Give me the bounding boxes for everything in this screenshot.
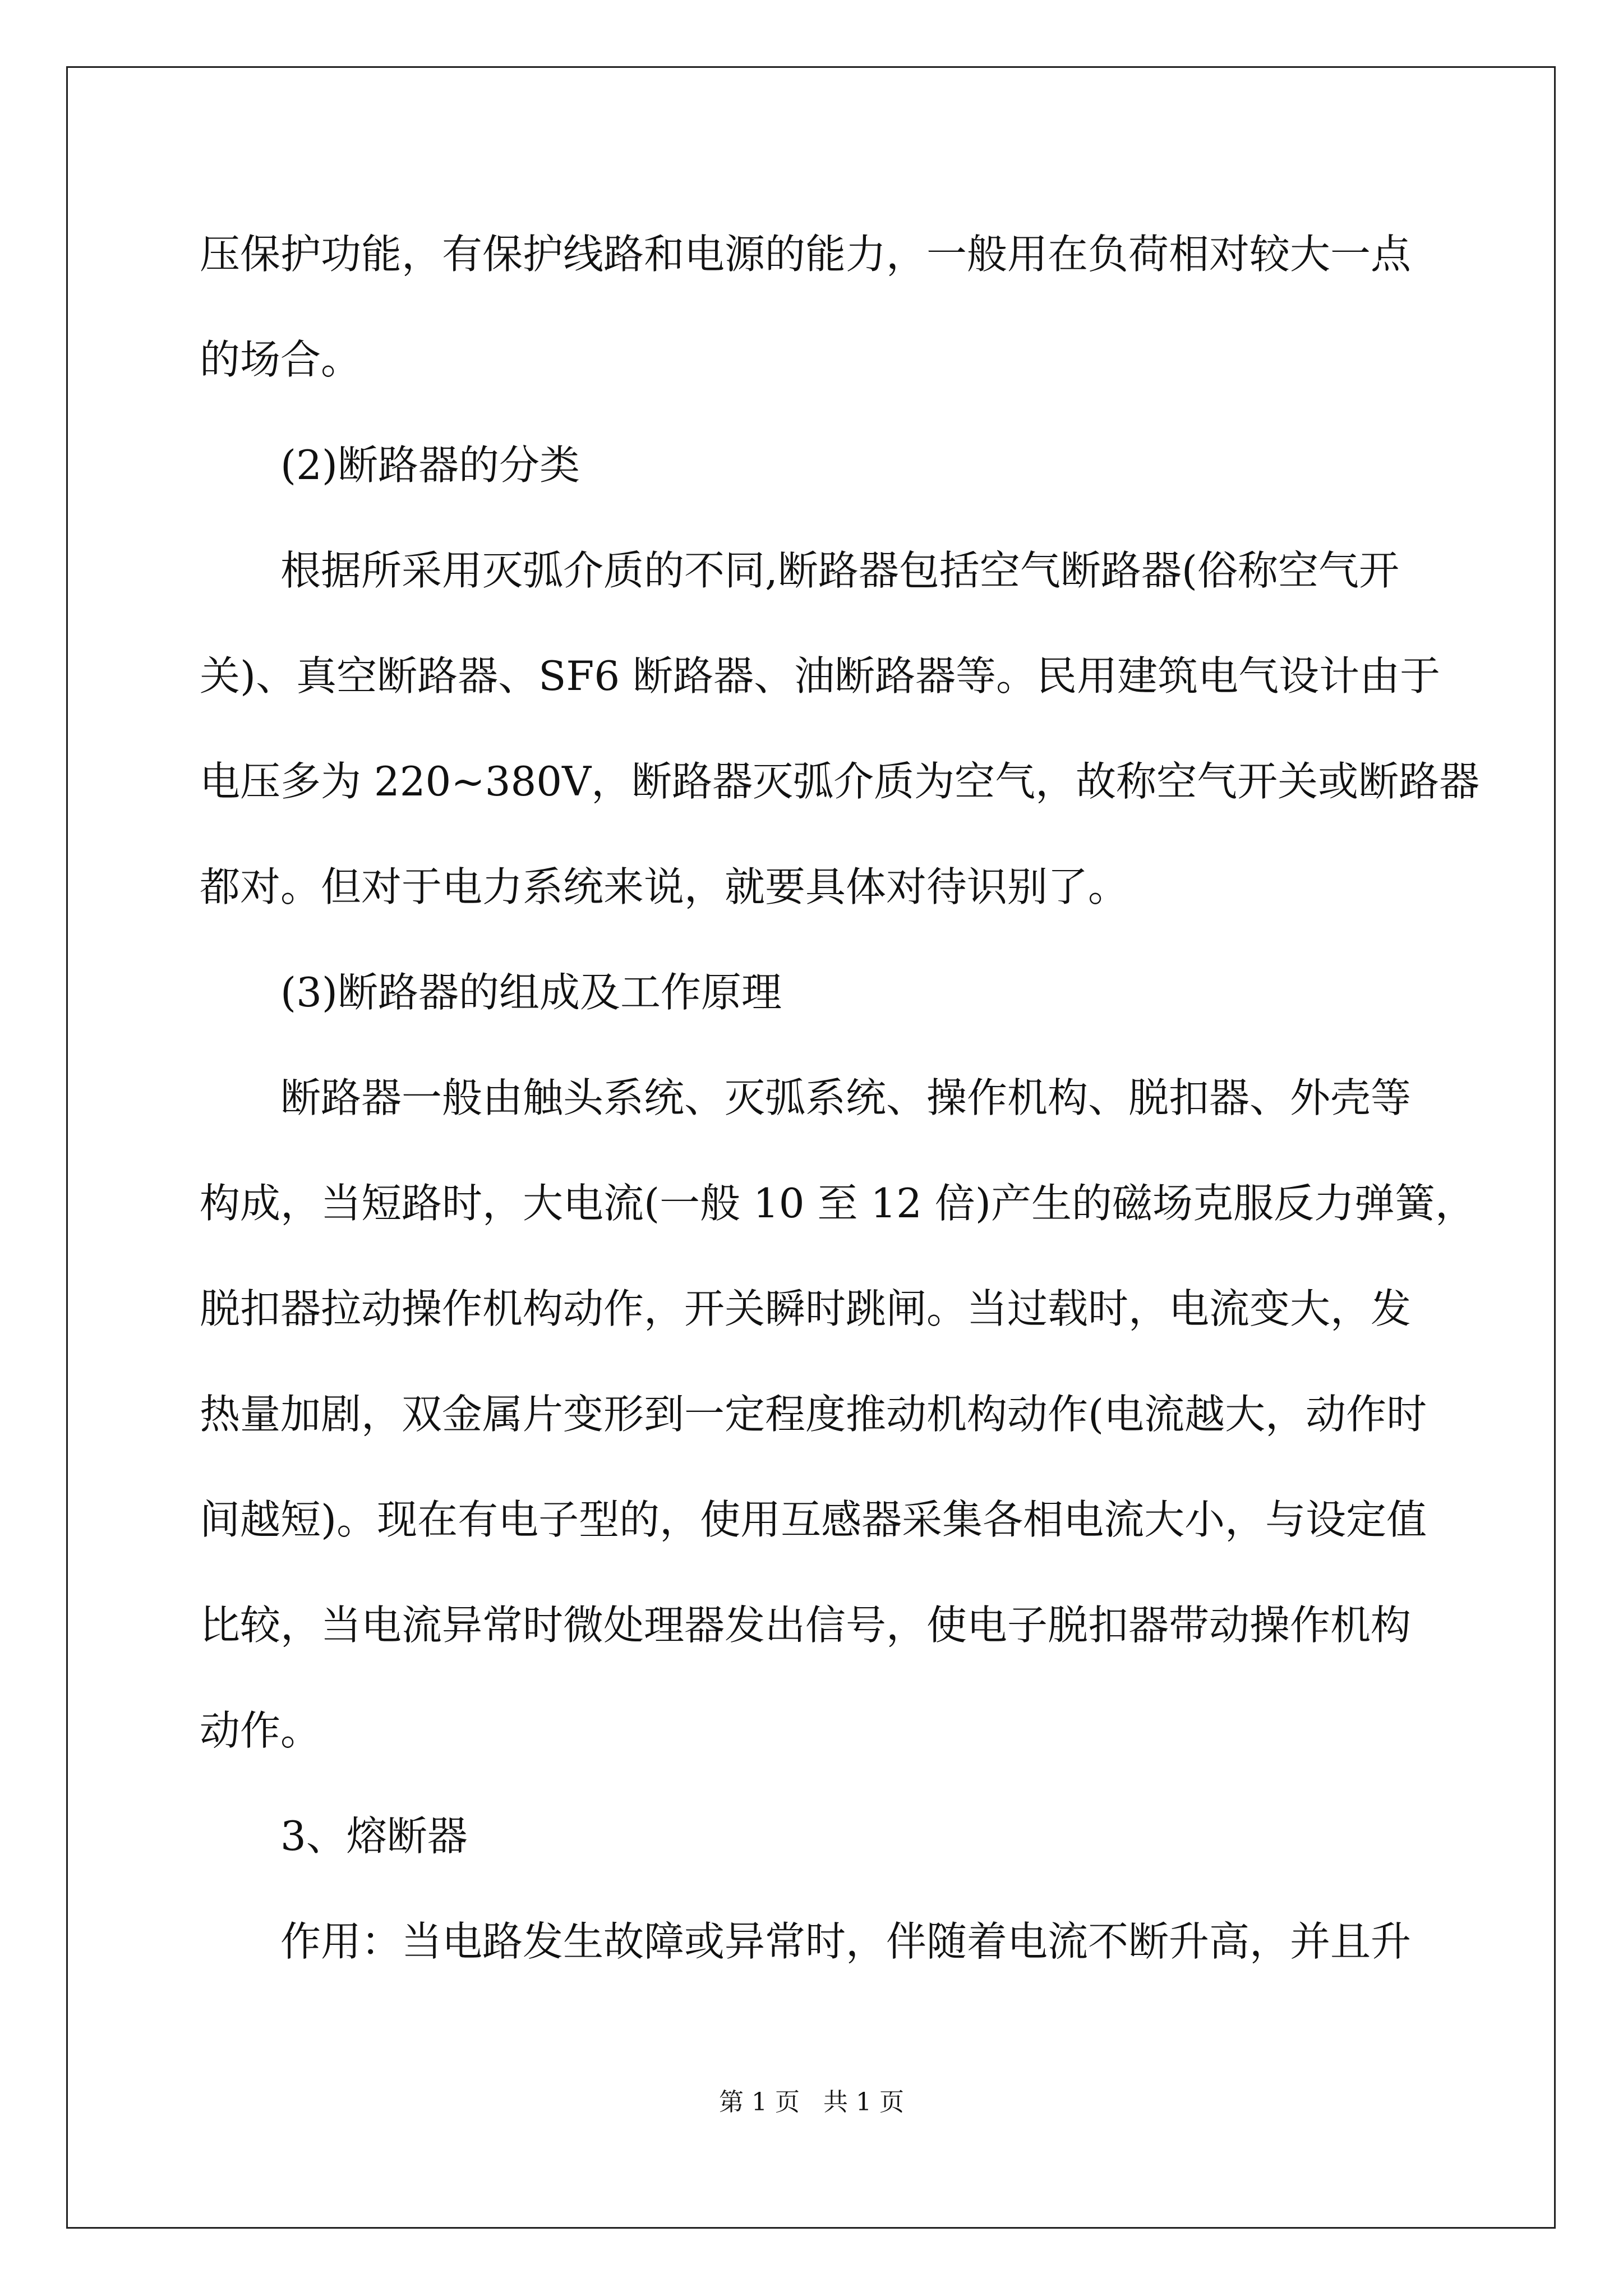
- text-line: 都对。但对于电力系统来说，就要具体对待识别了。: [200, 863, 1129, 910]
- text-line: 热量加剧，双金属片变形到一定程度推动机构动作(电流越大，动作时: [200, 1391, 1427, 1438]
- section-heading: (3)断路器的组成及工作原理: [280, 969, 782, 1016]
- text-line: 的场合。: [200, 336, 362, 383]
- text-line: 根据所采用灭弧介质的不同,断路器包括空气断路器(俗称空气开: [280, 547, 1399, 594]
- text-line: 断路器一般由触头系统、灭弧系统、操作机构、脱扣器、外壳等: [280, 1074, 1412, 1121]
- page-number: 第 1 页 共 1 页: [719, 2088, 904, 2116]
- text-line: 压保护功能，有保护线路和电源的能力，一般用在负荷相对较大一点: [200, 231, 1412, 278]
- text-line: 关)、真空断路器、SF6 断路器、油断路器等。民用建筑电气设计由于: [200, 652, 1441, 700]
- text-line: 比较，当电流异常时微处理器发出信号，使电子脱扣器带动操作机构: [200, 1602, 1412, 1649]
- text-line: 间越短)。现在有电子型的，使用互感器采集各相电流大小，与设定值: [200, 1496, 1427, 1543]
- page-border: [66, 66, 1556, 2229]
- section-heading: (2)断路器的分类: [280, 441, 580, 489]
- section-heading: 3、熔断器: [280, 1812, 468, 1860]
- text-line: 构成，当短路时，大电流(一般 10 至 12 倍)产生的磁场克服反力弹簧，: [200, 1180, 1476, 1227]
- text-line: 动作。: [200, 1707, 321, 1754]
- text-line: 作用：当电路发生故障或异常时，伴随着电流不断升高，并且升: [280, 1918, 1412, 1965]
- text-line: 电压多为 220~380V，断路器灭弧介质为空气，故称空气开关或断路器: [200, 758, 1480, 805]
- text-line: 脱扣器拉动操作机构动作，开关瞬时跳闸。当过载时，电流变大，发: [200, 1285, 1412, 1332]
